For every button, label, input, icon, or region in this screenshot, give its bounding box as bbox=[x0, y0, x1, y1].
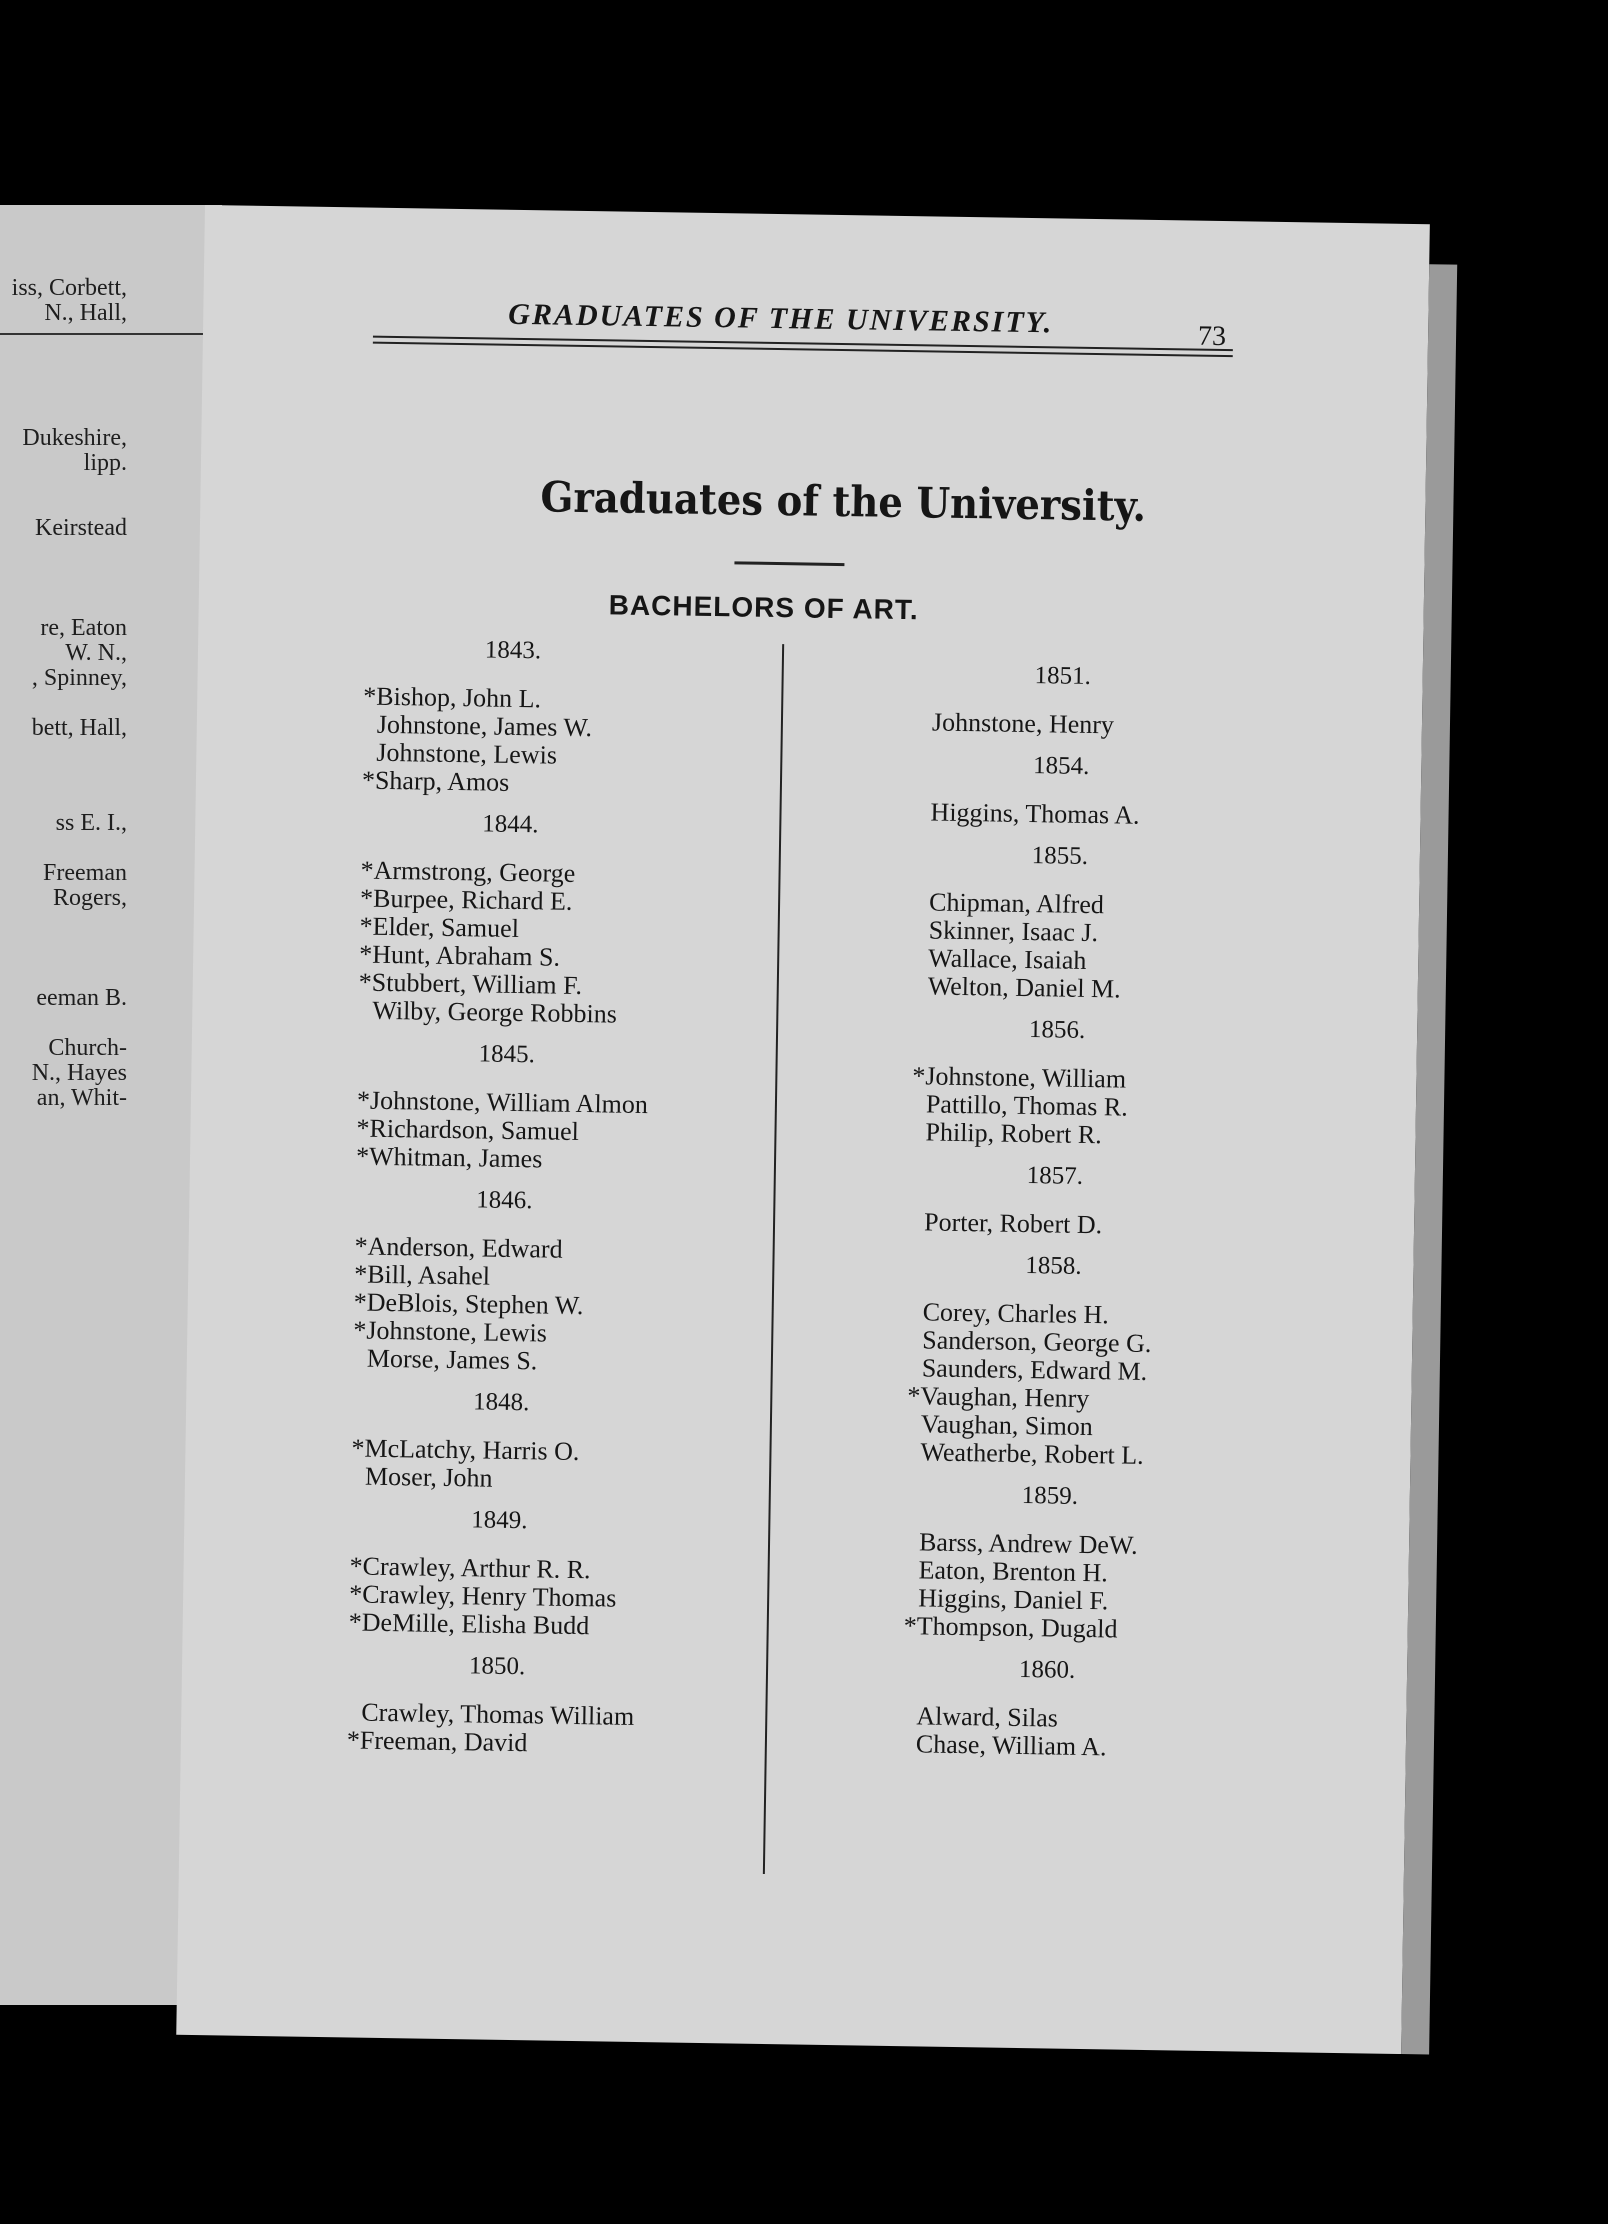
graduate-name: *Elder, Samuel bbox=[359, 911, 520, 944]
graduate-name: Corey, Charles H. bbox=[922, 1297, 1109, 1330]
graduate-name: Barss, Andrew DeW. bbox=[918, 1527, 1138, 1560]
left-page-text-fragment: Dukeshire, bbox=[22, 425, 127, 451]
graduate-name: Skinner, Isaac J. bbox=[928, 915, 1099, 948]
graduate-name: *DeBlois, Stephen W. bbox=[353, 1287, 584, 1321]
year-heading: 1845. bbox=[478, 1040, 536, 1069]
graduate-name: *Johnstone, Lewis bbox=[353, 1315, 548, 1348]
graduate-name: *Stubbert, William F. bbox=[358, 967, 583, 1001]
graduate-name: Chase, William A. bbox=[915, 1729, 1107, 1762]
graduate-name: *Richardson, Samuel bbox=[356, 1113, 580, 1146]
year-heading: 1858. bbox=[1025, 1252, 1082, 1280]
graduate-name: Philip, Robert R. bbox=[925, 1117, 1102, 1150]
graduate-name: *DeMille, Elisha Budd bbox=[348, 1607, 590, 1641]
page-title: Graduates of the University. bbox=[540, 472, 1147, 531]
graduate-name: Wallace, Isaiah bbox=[928, 943, 1087, 975]
running-head: GRADUATES OF THE UNIVERSITY. bbox=[508, 297, 1054, 340]
year-heading: 1851. bbox=[1034, 662, 1092, 690]
graduate-list bbox=[242, 1231, 764, 1379]
section-heading: BACHELORS OF ART. bbox=[608, 589, 919, 626]
graduate-list bbox=[236, 1697, 757, 1761]
graduate-name: *Sharp, Amos bbox=[361, 765, 510, 797]
graduate-name: Johnstone, James W. bbox=[376, 709, 593, 743]
header-rule bbox=[0, 333, 222, 335]
left-page-text-fragment: Keirstead bbox=[35, 515, 127, 541]
graduate-name: Morse, James S. bbox=[366, 1343, 538, 1376]
graduate-name: Moser, John bbox=[364, 1461, 493, 1493]
year-heading: 1843. bbox=[484, 636, 542, 665]
graduate-name: Johnstone, Lewis bbox=[376, 737, 558, 770]
year-heading: 1856. bbox=[1028, 1016, 1086, 1044]
page-number: 73 bbox=[1197, 320, 1227, 353]
year-heading: 1850. bbox=[468, 1652, 526, 1681]
year-heading: 1855. bbox=[1031, 842, 1089, 870]
graduate-name: *Johnstone, William bbox=[912, 1061, 1127, 1094]
left-page-text-fragment: an, Whit- bbox=[36, 1085, 127, 1111]
left-page-text-fragment: W. N., bbox=[65, 640, 127, 666]
graduate-name: Porter, Robert D. bbox=[923, 1207, 1103, 1240]
left-page-text-fragment: N., Hayes bbox=[31, 1060, 127, 1086]
left-page-text-fragment: Freeman bbox=[43, 860, 127, 886]
graduate-list bbox=[783, 1526, 1305, 1646]
graduate-name: *Burpee, Richard E. bbox=[359, 883, 573, 916]
graduate-name: *Armstrong, George bbox=[360, 855, 576, 888]
year-heading: 1846. bbox=[476, 1186, 533, 1215]
left-page-text-fragment: Church- bbox=[48, 1035, 127, 1061]
graduate-name: *McLatchy, Harris O. bbox=[351, 1433, 580, 1467]
graduate-name: *Johnstone, William Almon bbox=[356, 1085, 649, 1120]
year-heading: 1844. bbox=[481, 810, 539, 839]
graduate-name: *Hunt, Abraham S. bbox=[359, 939, 561, 972]
left-page-text-fragment: N., Hall, bbox=[44, 300, 127, 326]
graduate-list bbox=[781, 1700, 1302, 1764]
graduate-name: Higgins, Daniel F. bbox=[917, 1583, 1109, 1616]
graduate-list bbox=[795, 796, 1315, 832]
graduate-list bbox=[238, 1551, 759, 1643]
graduate-list bbox=[789, 1206, 1309, 1242]
left-page-text-fragment: re, Eaton bbox=[40, 615, 127, 641]
graduate-name: Eaton, Brenton H. bbox=[918, 1555, 1109, 1588]
left-page-text-fragment: Rogers, bbox=[53, 885, 127, 911]
graduate-name: *Crawley, Arthur R. R. bbox=[349, 1551, 591, 1585]
graduate-name: *Crawley, Henry Thomas bbox=[348, 1579, 617, 1613]
right-page bbox=[176, 205, 1430, 2054]
year-heading: 1848. bbox=[472, 1388, 530, 1417]
graduate-name: *Whitman, James bbox=[355, 1141, 543, 1174]
left-page-text-fragment: bett, Hall, bbox=[31, 715, 127, 741]
title-divider bbox=[734, 561, 844, 566]
year-heading: 1849. bbox=[471, 1506, 528, 1535]
graduate-list bbox=[793, 886, 1315, 1006]
graduate-name: Johnstone, Henry bbox=[931, 707, 1115, 740]
graduate-name: *Thompson, Dugald bbox=[903, 1611, 1118, 1644]
graduate-list bbox=[797, 706, 1317, 742]
year-heading: 1854. bbox=[1032, 752, 1090, 780]
graduate-name: *Freeman, David bbox=[346, 1725, 528, 1758]
graduate-list bbox=[247, 855, 770, 1031]
graduate-list bbox=[790, 1060, 1311, 1152]
right-column bbox=[780, 646, 1318, 1778]
graduate-list bbox=[245, 1085, 766, 1177]
graduate-name: *Anderson, Edward bbox=[354, 1231, 563, 1264]
left-page-text-fragment: iss, Corbett, bbox=[11, 275, 127, 301]
left-page-text-fragment: lipp. bbox=[83, 450, 127, 476]
graduate-name: *Vaughan, Henry bbox=[907, 1381, 1090, 1414]
graduate-name: Pattillo, Thomas R. bbox=[925, 1089, 1128, 1122]
graduate-name: Welton, Daniel M. bbox=[927, 971, 1121, 1004]
graduate-name: Vaughan, Simon bbox=[920, 1409, 1094, 1442]
left-page-text-fragment: eeman B. bbox=[36, 985, 127, 1011]
year-heading: 1857. bbox=[1026, 1162, 1084, 1190]
graduate-name: Chipman, Alfred bbox=[928, 887, 1105, 920]
graduate-name: Wilby, George Robbins bbox=[372, 995, 618, 1029]
graduate-name: *Bishop, John L. bbox=[363, 681, 542, 714]
left-page-text-fragment: , Spinney, bbox=[31, 665, 127, 691]
graduate-list bbox=[240, 1433, 761, 1497]
graduate-name: Crawley, Thomas William bbox=[361, 1697, 635, 1731]
graduate-name: Alward, Silas bbox=[916, 1701, 1059, 1733]
left-page-text-fragment: ss E. I., bbox=[55, 810, 127, 836]
year-heading: 1860. bbox=[1018, 1655, 1076, 1684]
graduate-name: Sanderson, George G. bbox=[922, 1325, 1152, 1359]
graduate-name: Saunders, Edward M. bbox=[921, 1353, 1148, 1386]
graduate-list bbox=[785, 1296, 1308, 1472]
graduate-name: Weatherbe, Robert L. bbox=[920, 1437, 1144, 1470]
graduate-name: *Bill, Asahel bbox=[353, 1259, 491, 1291]
year-heading: 1859. bbox=[1021, 1481, 1079, 1510]
graduate-name: Higgins, Thomas A. bbox=[930, 797, 1140, 830]
left-column bbox=[235, 621, 773, 1775]
graduate-list bbox=[251, 681, 773, 801]
